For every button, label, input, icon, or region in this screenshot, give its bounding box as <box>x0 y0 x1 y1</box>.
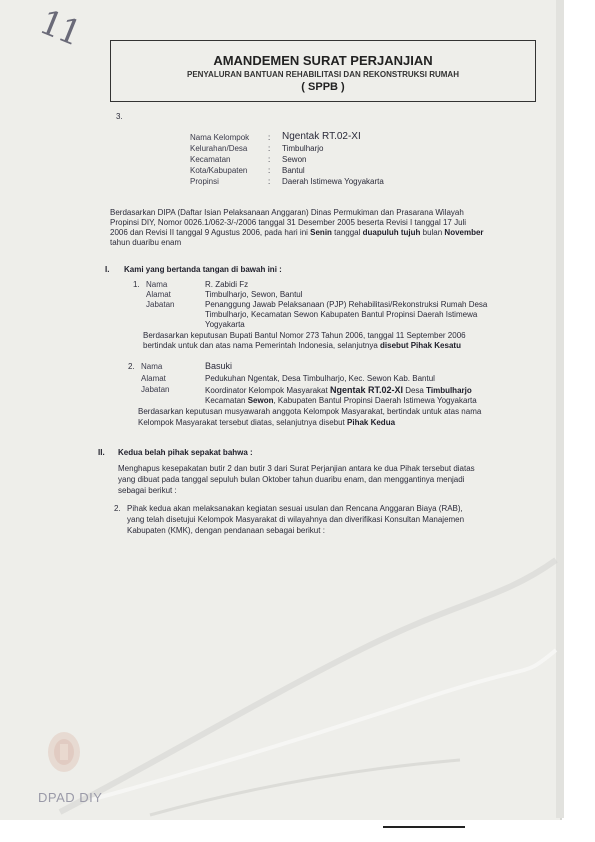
section1-heading: Kami yang bertanda tangan di bawah ini : <box>124 265 282 274</box>
document-title: AMANDEMEN SURAT PERJANJIAN <box>213 53 433 68</box>
section2-numeral: II. <box>98 448 105 457</box>
title-box <box>110 40 536 102</box>
party2-basis: Kelompok Masyarakat tersebut diatas, selanjutnya disebut Pihak Kedua <box>138 418 396 427</box>
section2-heading: Kedua belah pihak sepakat bahwa : <box>118 448 253 457</box>
jabatan-label: Jabatan <box>141 385 170 394</box>
handwritten-mark: 11 <box>33 2 86 54</box>
section1-numeral: I. <box>105 265 110 274</box>
intro-line: Berdasarkan DIPA (Daftar Isian Pelaksanaan Anggaran) Dinas Permukiman dan Prasarana Wilayah <box>110 208 464 217</box>
section2-item-line: Kabupaten (KMK), dengan pendanaan sebagai berikut : <box>127 526 325 535</box>
group-value: Timbulharjo <box>282 144 324 153</box>
party1-position: Penanggung Jawab Pelaksanaan (PJP) Rehabilitasi/Rekonstruksi Rumah Desa <box>205 300 488 309</box>
party2-position: Kecamatan Sewon, Kabupaten Bantul Propinsi Daerah Istimewa Yogyakarta <box>205 396 477 405</box>
footer-line <box>383 826 465 828</box>
section2-item-line: yang telah disetujui Kelompok Masyarakat di wilayahnya dan diverifikasi Konsultan Manajemen <box>127 515 465 524</box>
document-abbrev: ( SPPB ) <box>301 81 345 93</box>
colon: : <box>268 177 271 186</box>
alamat-label: Alamat <box>141 374 166 383</box>
section2-line: sebagai berikut : <box>118 486 177 495</box>
intro-line: Propinsi DIY, Nomor 0026.1/062-3/-/2006 tanggal 31 Desember 2005 beserta Revisi I tanggal 17 Juli <box>110 218 467 227</box>
group-label: Kecamatan <box>190 155 231 164</box>
section2-line: Menghapus kesepakatan butir 2 dan butir 3 dari Surat Perjanjian antara ke dua Pihak tersebut diatas <box>118 464 475 473</box>
group-value: Daerah Istimewa Yogyakarta <box>282 177 384 186</box>
party1-num: 1. <box>133 280 140 289</box>
group-label: Kota/Kabupaten <box>190 166 248 175</box>
party2-position: Koordinator Kelompok Masyarakat Ngentak RT.02-XI Desa Timbulharjo <box>205 385 472 395</box>
colon: : <box>268 166 271 175</box>
alamat-label: Alamat <box>146 290 171 299</box>
party2-address: Pedukuhan Ngentak, Desa Timbulharjo, Kec. Sewon Kab. Bantul <box>205 374 435 383</box>
group-value: Bantul <box>282 166 305 175</box>
section2-line: yang dibuat pada tanggal sepuluh bulan Oktober tahun duaribu enam, dan menggantinya menjadi <box>118 475 465 484</box>
nama-label: Nama <box>146 280 168 289</box>
group-value: Ngentak RT.02-XI <box>282 131 361 142</box>
watermark-text: DPAD DIY <box>38 790 103 805</box>
document-subtitle: PENYALURAN BANTUAN REHABILITASI DAN REKONSTRUKSI RUMAH <box>186 70 459 79</box>
party1-name: R. Zabidi Fz <box>205 280 249 289</box>
party2-basis: Berdasarkan keputusan musyawarah anggota Kelompok Masyarakat, bertindak untuk atas nama <box>138 407 482 416</box>
intro-line: tahun duaribu enam <box>110 238 182 247</box>
doc-number: 3. <box>116 112 123 121</box>
section2-item-line: Pihak kedua akan melaksanakan kegiatan sesuai usulan dan Rencana Anggaran Biaya (RAB), <box>127 504 463 513</box>
party1-basis: Berdasarkan keputusan Bupati Bantul Nomor 273 Tahun 2006, tanggal 11 September 2006 <box>143 331 466 340</box>
party1-position: Yogyakarta <box>205 320 245 329</box>
nama-label: Nama <box>141 362 163 371</box>
intro-line: 2006 dan Revisi II tanggal 9 Agustus 2006, pada hari ini Senin tanggal duapuluh tujuh bulan November <box>110 228 484 237</box>
colon: : <box>268 155 271 164</box>
party2-name: Basuki <box>205 361 233 371</box>
colon: : <box>268 133 271 142</box>
party1-address: Timbulharjo, Sewon, Bantul <box>205 290 303 299</box>
group-label: Nama Kelompok <box>190 133 250 142</box>
coat-of-arms-emblem <box>45 730 83 774</box>
colon: : <box>268 144 271 153</box>
item-number: 2. <box>114 504 121 513</box>
page-edge <box>556 0 564 818</box>
party1-position: Timbulharjo, Kecamatan Sewon Kabupaten Bantul Propinsi Daerah Istimewa <box>205 310 478 319</box>
party2-num: 2. <box>128 362 135 371</box>
group-label: Propinsi <box>190 177 219 186</box>
party1-basis: bertindak untuk dan atas nama Pemerintah Indonesia, selanjutnya disebut Pihak Kesatu <box>143 341 461 350</box>
group-label: Kelurahan/Desa <box>190 144 248 153</box>
group-value: Sewon <box>282 155 307 164</box>
jabatan-label: Jabatan <box>146 300 175 309</box>
